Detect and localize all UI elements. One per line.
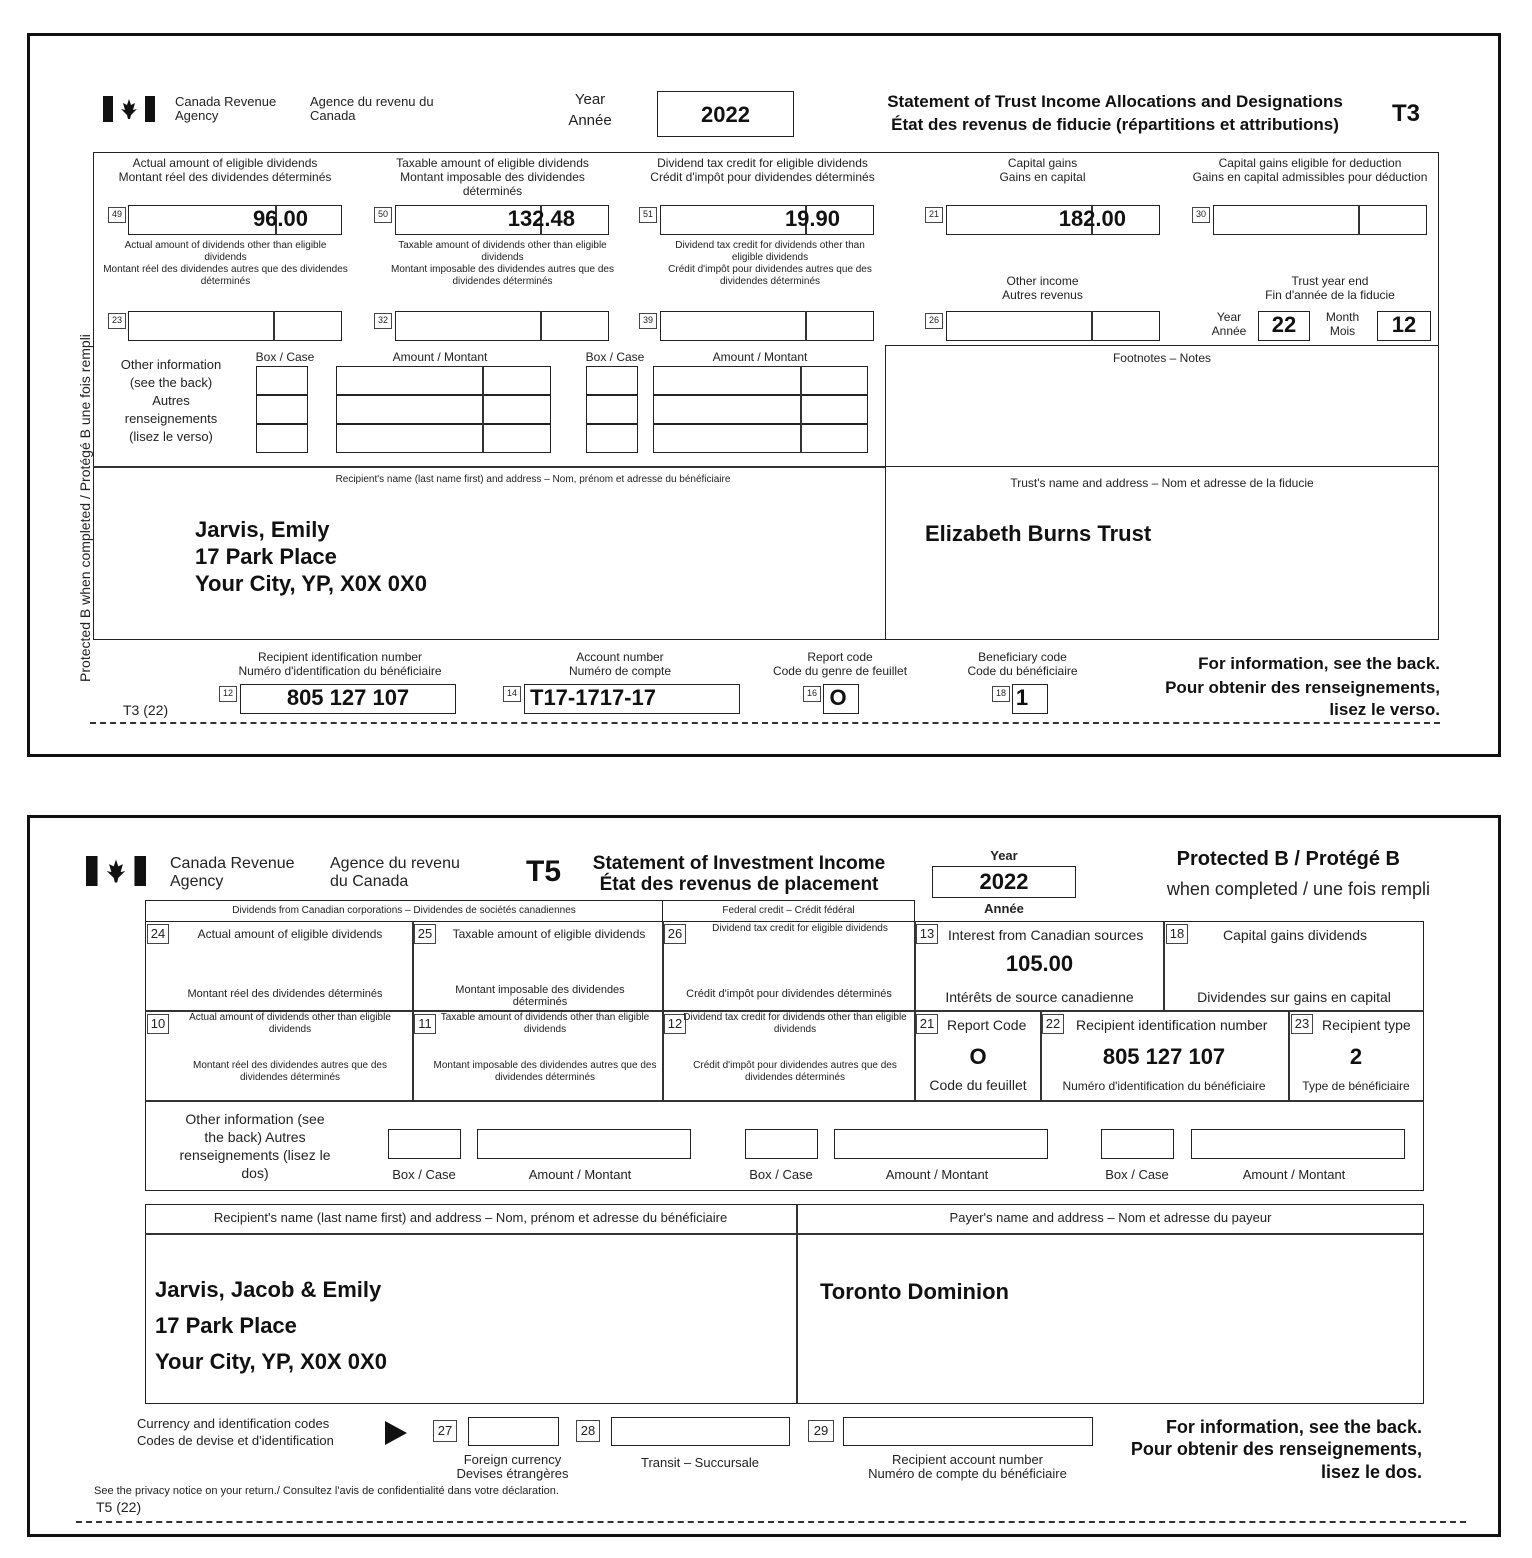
t5-box-23-num: 23 (1291, 1014, 1313, 1034)
t3-box-32-num: 32 (374, 313, 392, 329)
t5-div-header-text: Dividends from Canadian corporations – Dividendes de sociétés canadiennes (232, 905, 576, 916)
t3-box-39-split (805, 311, 807, 341)
t3-other-amt-2-split (800, 366, 802, 453)
t3-other-box-1c[interactable] (256, 424, 308, 453)
t3-box-26-split (1091, 311, 1093, 341)
t5-box-29-num: 29 (808, 1420, 834, 1442)
t3-recipient-label: Recipient's name (last name first) and address – Nom, prénom et adresse du bénéficiaire (335, 474, 731, 485)
t5-recipient-addr2: Your City, YP, X0X 0X0 (155, 1349, 387, 1374)
t3-box-26[interactable] (946, 311, 1160, 341)
t5-vline-2 (662, 921, 664, 1101)
t5-recip-type: 2 (1349, 1044, 1363, 1069)
t5-box-27[interactable] (468, 1417, 559, 1446)
t3-other-amt-1a[interactable] (336, 366, 551, 395)
t3-footnotes-label: Footnotes – Notes (1112, 351, 1212, 365)
t5-form-code: T5 (526, 855, 562, 888)
t5-box-21-num: 21 (916, 1014, 938, 1034)
t5-box-27-num: 27 (433, 1420, 457, 1442)
t5-other-amt-2[interactable] (834, 1129, 1048, 1159)
t5-address-header-line (145, 1233, 1424, 1235)
t5-box-24-label-en: Actual amount of eligible dividends (197, 927, 383, 941)
t3-info-fr2: lisez le verso. (1329, 700, 1440, 719)
t5-form-footer: T5 (22) (96, 1499, 142, 1515)
t3-box-30-num: 30 (1192, 207, 1210, 223)
t3-title-fr: État des revenus de fiducie (répartitions et attributions) (891, 115, 1339, 134)
t5-box-25-label-fr: Montant imposable des dividendes déterminés (455, 984, 625, 1008)
t5-title-en: Statement of Investment Income (592, 853, 886, 874)
t3-other-amt-1b[interactable] (336, 395, 551, 424)
t3-box-23-num: 23 (108, 313, 126, 329)
t3-other-amt-2a[interactable] (653, 366, 868, 395)
canada-flag-icon (103, 96, 155, 122)
t3-account-num: 14 (503, 686, 521, 702)
t5-year-label-en: Year (990, 848, 1018, 863)
t5-title-fr: État des revenus de placement (599, 874, 879, 895)
t3-box-23-split (273, 311, 275, 341)
t5-protected: Protected B / Protégé B (1176, 848, 1400, 870)
t3-amount-2: Amount / Montant (712, 350, 808, 364)
t3-other-box-2c[interactable] (586, 424, 638, 453)
t3-divider (93, 466, 885, 468)
t3-info-fr1: Pour obtenir des renseignements, (1165, 678, 1440, 697)
t3-report-num: 16 (803, 686, 821, 702)
t3-box-case-1: Box / Case (255, 350, 315, 364)
t5-year: 2022 (979, 869, 1029, 894)
t3-recipient-addr2: Your City, YP, X0X 0X0 (195, 571, 427, 596)
t5-payer-name: Toronto Dominion (820, 1279, 1009, 1304)
t3-account-label: Account number Numéro de compte (568, 650, 672, 678)
t3-r1c5-label: Capital gains eligible for deduction Gains en capital admissibles pour déduction (1192, 156, 1428, 184)
t5-box-26-num: 26 (664, 924, 686, 944)
t5-box-18-num: 18 (1166, 924, 1188, 944)
t5-recip-type-label-en: Recipient type (1322, 1017, 1411, 1033)
t3-box-50-value: 132.48 (507, 206, 575, 231)
t5-other-box-1[interactable] (388, 1129, 461, 1159)
t5-recip-id-label-fr: Numéro d'identification du bénéficiaire (1062, 1079, 1266, 1093)
t3-other-amt-1-split (482, 366, 484, 453)
t3-box-39-num: 39 (639, 313, 657, 329)
t5-box-25-label-en: Taxable amount of eligible dividends (452, 927, 646, 941)
t5-protected-sub: when completed / une fois rempli (1166, 879, 1430, 899)
t3-trust-name: Elizabeth Burns Trust (925, 521, 1152, 546)
t3-recip-id-label: Recipient identification number Numéro d'identification du bénéficiaire (238, 650, 442, 678)
t3-r2c3-label: Dividend tax credit for dividends other than eligible dividends Crédit d'impôt pour dividendes autres que des dividendes déterminés (668, 240, 872, 287)
t3-box-30-split (1358, 205, 1360, 235)
t3-box-51-value: 19.90 (784, 206, 840, 231)
t5-row2-bottom (145, 1100, 1424, 1102)
t3-other-amt-2c[interactable] (653, 424, 868, 453)
t3-r1c2-label: Taxable amount of eligible dividends Montant imposable des dividendes déterminés (396, 156, 589, 198)
t5-info-en: For information, see the back. (1165, 1417, 1422, 1437)
t5-report: O (969, 1044, 987, 1069)
t3-other-box-2a[interactable] (586, 366, 638, 395)
t5-report-label-en: Report Code (947, 1017, 1027, 1033)
t3-r1c4-label: Capital gains Gains en capital (999, 156, 1086, 184)
t3-trust-year: 22 (1271, 312, 1297, 337)
t3-box-26-num: 26 (925, 313, 943, 329)
t3-account: T17-1717-17 (530, 685, 656, 710)
t5-amount-2: Amount / Montant (885, 1167, 989, 1182)
t3-year-small-label: Year Année (1211, 310, 1247, 338)
t3-r2c4-label: Other income Autres revenus (1002, 274, 1083, 302)
t5-recip-id: 805 127 107 (1102, 1044, 1226, 1069)
t5-vline-3 (914, 921, 916, 1101)
t5-recip-id-label-en: Recipient identification number (1076, 1017, 1268, 1033)
t3-agency-en: Canada Revenue Agency (175, 94, 277, 123)
t5-payer-label: Payer's name and address – Nom et adresse du payeur (949, 1210, 1272, 1225)
t5-box-29[interactable] (843, 1417, 1093, 1446)
t3-recipient-addr1: 17 Park Place (195, 544, 337, 569)
t3-year: 2022 (701, 102, 750, 127)
t5-box-26-label-fr: Crédit d'impôt pour dividendes déterminés (686, 988, 892, 1000)
t5-box-28-num: 28 (576, 1420, 600, 1442)
t3-box-32-split (540, 311, 542, 341)
t5-agency-fr: Agence du revenu du Canada (330, 855, 460, 890)
t3-trust-box (885, 466, 1439, 640)
t3-year-label-fr: Année (568, 112, 612, 129)
t5-amount-1: Amount / Montant (528, 1167, 632, 1182)
t3-tear-line (90, 722, 1440, 724)
t3-form-code: T3 (1392, 100, 1421, 127)
t5-report-label-fr: Code du feuillet (929, 1077, 1027, 1093)
t5-currency-label: Currency and identification codes Codes de devise et d'identification (137, 1416, 334, 1448)
t5-box-13-label-en: Interest from Canadian sources (948, 927, 1144, 943)
t5-box-24-num: 24 (147, 924, 169, 944)
t3-box-21-num: 21 (925, 207, 943, 223)
t3-month-label: Month Mois (1325, 310, 1360, 338)
t5-box-13-label-fr: Intérêts de source canadienne (945, 989, 1134, 1005)
t5-box-26-label-en: Dividend tax credit for eligible dividends (712, 923, 888, 934)
t5-box-12-num: 12 (664, 1014, 686, 1034)
t3-box-23[interactable] (128, 311, 342, 341)
t3-report: O (829, 685, 847, 710)
t5-vline-1 (412, 921, 414, 1101)
t5-recipient-name: Jarvis, Jacob & Emily (155, 1277, 382, 1302)
t3-benef-num: 18 (992, 686, 1010, 702)
t3-trust-month: 12 (1391, 312, 1417, 337)
t5-box-10-label: Actual amount of dividends other than eligible dividends Montant réel des dividendes autres que des dividendes déterminés (189, 1012, 391, 1083)
t5-transit-label: Transit – Succursale (640, 1455, 759, 1470)
t5-year-label-fr: Année (984, 901, 1024, 916)
t5-box-case-1: Box / Case (392, 1167, 456, 1182)
t3-box-21-value: 182.00 (1058, 206, 1126, 231)
t3-amount-1: Amount / Montant (392, 350, 488, 364)
t5-acct-label: Recipient account number Numéro de compte du bénéficiaire (868, 1452, 1067, 1481)
t5-box-13-num: 13 (916, 924, 938, 944)
t5-box-11-label: Taxable amount of dividends other than eligible dividends Montant imposable des dividendes autres que des dividendes déterminés (433, 1012, 657, 1083)
t5-tear-line (76, 1521, 1466, 1523)
t3-other-box-2b[interactable] (586, 395, 638, 424)
t3-info-en: For information, see the back. (1198, 654, 1440, 673)
t5-box-11-num: 11 (414, 1014, 436, 1034)
t3-title-en: Statement of Trust Income Allocations and Designations (887, 92, 1343, 111)
t3-trust-label: Trust's name and address – Nom et adresse de la fiducie (1010, 476, 1314, 490)
t5-box-18-label-fr: Dividendes sur gains en capital (1197, 989, 1391, 1005)
t3-other-info: Other information (see the back) Autres renseignements (lisez le verso) (120, 357, 222, 444)
t5-box-28[interactable] (611, 1417, 790, 1446)
t3-recip-id: 805 127 107 (286, 685, 410, 710)
t5-info-fr1: Pour obtenir des renseignements, (1130, 1439, 1422, 1459)
t5-other-amt-1[interactable] (477, 1129, 691, 1159)
t3-trust-year-end-label: Trust year end Fin d'année de la fiducie (1265, 274, 1395, 302)
t5-box-22-num: 22 (1042, 1014, 1064, 1034)
t5-privacy: See the privacy notice on your return./ Consultez l'avis de confidentialité dans votre déclaration. (94, 1485, 559, 1497)
t5-box-13-value: 105.00 (1005, 951, 1074, 976)
t3-box-case-2: Box / Case (585, 350, 645, 364)
t3-recipient-name: Jarvis, Emily (195, 517, 330, 542)
t5-info-fr2: lisez le dos. (1320, 1462, 1422, 1482)
t5-agency-en: Canada Revenue Agency (170, 855, 295, 890)
t5-recip-type-label-fr: Type de bénéficiaire (1302, 1079, 1410, 1093)
t3-other-amt-1c[interactable] (336, 424, 551, 453)
t5-box-10-num: 10 (147, 1014, 169, 1034)
t5-fed-header-text: Federal credit – Crédit fédéral (722, 905, 855, 916)
t5-recipient-addr1: 17 Park Place (155, 1313, 297, 1338)
t5-box-case-2: Box / Case (749, 1167, 813, 1182)
t3-other-box-1b[interactable] (256, 395, 308, 424)
t5-box-12-label: Dividend tax credit for dividends other than eligible dividends Crédit d'impôt pour dividendes autres que des dividendes déterminés (683, 1012, 907, 1083)
t3-recip-id-num: 12 (219, 686, 237, 702)
t3-box-39[interactable] (660, 311, 874, 341)
t3-other-amt-2b[interactable] (653, 395, 868, 424)
t5-arrow-icon (385, 1421, 407, 1445)
t3-year-label-en: Year (574, 91, 606, 108)
t3-side-text: Protected B when completed / Protégé B une fois rempli (77, 334, 93, 682)
t3-r1c3-label: Dividend tax credit for eligible dividends Crédit d'impôt pour dividendes déterminés (650, 156, 875, 184)
t5-box-24-label-fr: Montant réel des dividendes déterminés (187, 988, 383, 1000)
t3-report-label: Report code Code du genre de feuillet (772, 650, 908, 678)
t3-benef: 1 (1015, 685, 1029, 710)
t5-other-box-2[interactable] (745, 1129, 818, 1159)
t5-other-amt-3[interactable] (1191, 1129, 1405, 1159)
t3-other-box-1a[interactable] (256, 366, 308, 395)
t3-box-49-value: 96.00 (252, 206, 308, 231)
t3-agency-fr: Agence du revenu du Canada (310, 94, 434, 123)
t3-benef-label: Beneficiary code Code du bénéficiaire (967, 650, 1078, 678)
t3-r2c1-label: Actual amount of dividends other than eligible dividends Montant réel des dividendes autres que des dividendes déterminés (103, 240, 348, 287)
t5-other-box-3[interactable] (1101, 1129, 1174, 1159)
t5-foreign-label: Foreign currency Devises étrangères (456, 1452, 569, 1481)
t5-box-18-label-en: Capital gains dividends (1223, 927, 1367, 943)
t5-box-25-num: 25 (414, 924, 436, 944)
t5-other-info: Other information (see the back) Autres renseignements (lisez le dos) (179, 1111, 331, 1181)
t3-box-32[interactable] (395, 311, 609, 341)
t5-amount-3: Amount / Montant (1242, 1167, 1346, 1182)
t3-box-49-num: 49 (108, 207, 126, 223)
t3-r2c2-label: Taxable amount of dividends other than eligible dividends Montant imposable des dividendes autres que des dividendes déterminés (391, 240, 614, 287)
t3-box-50-num: 50 (374, 207, 392, 223)
t5-address-split (796, 1204, 798, 1404)
t5-recipient-label: Recipient's name (last name first) and address – Nom, prénom et adresse du bénéficiaire (213, 1210, 728, 1225)
t3-box-30[interactable] (1213, 205, 1427, 235)
canada-flag-icon-t5 (86, 856, 146, 886)
t3-r1c1-label: Actual amount of eligible dividends Montant réel des dividendes déterminés (118, 156, 332, 184)
t3-box-51-num: 51 (639, 207, 657, 223)
t5-box-case-3: Box / Case (1105, 1167, 1169, 1182)
t3-form-footer: T3 (22) (123, 702, 169, 718)
